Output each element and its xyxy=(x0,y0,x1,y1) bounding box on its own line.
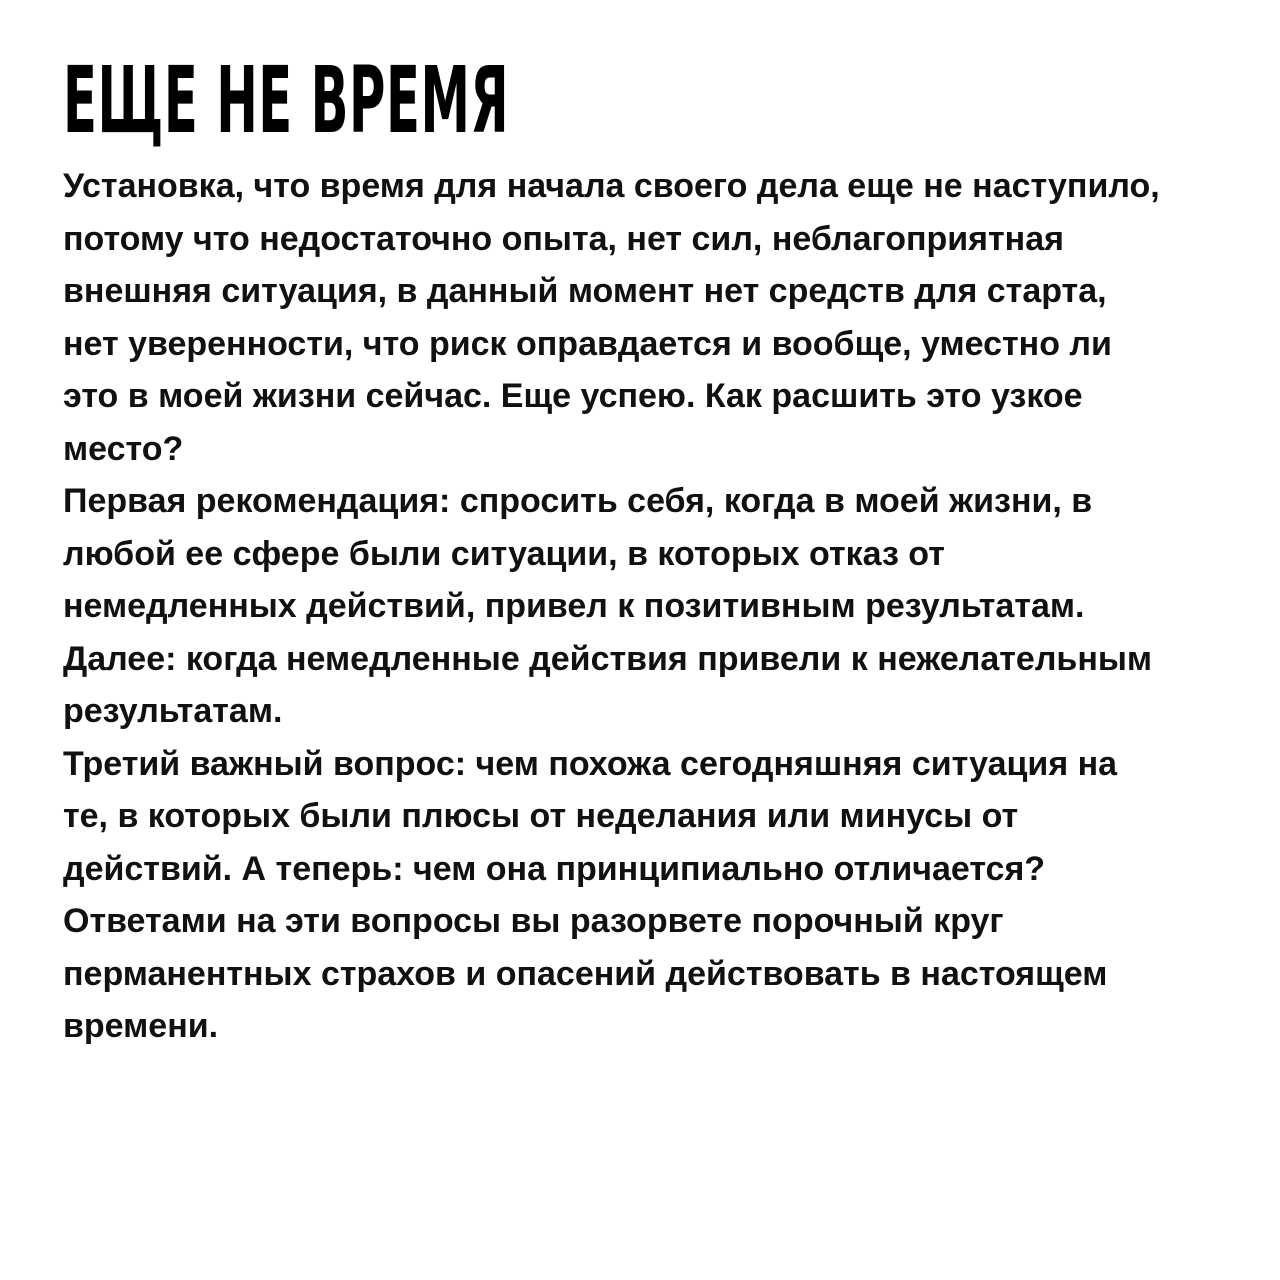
text-line: Первая рекомендация: спросить себя, когда в моей жизни, в xyxy=(63,482,1093,520)
text-line: это в моей жизни сейчас. Еще успею. Как расшить это узкое xyxy=(63,377,1083,415)
text-line: потому что недостаточно опыта, нет сил, неблагоприятная xyxy=(63,219,1064,258)
text-line: место? xyxy=(63,429,184,468)
text-line: Установка, что время для начала своего дела еще не наступило, xyxy=(63,167,1160,205)
text-line: немедленных действий, привел к позитивным результатам. xyxy=(63,587,1085,625)
text-line: времени. xyxy=(63,1007,219,1045)
text-line: нет уверенности, что риск оправдается и вообще, уместно ли xyxy=(63,324,1112,363)
body-text xyxy=(63,160,1263,1053)
text-line: те, в которых были плюсы от неделания или минусы от xyxy=(63,797,1019,835)
text-line: Ответами на эти вопросы вы разорвете порочный круг xyxy=(63,902,1004,940)
text-line: Третий важный вопрос: чем похожа сегодняшняя ситуация на xyxy=(63,744,1118,783)
text-line: результатам. xyxy=(63,692,283,730)
text-line: перманентных страхов и опасений действовать в настоящем xyxy=(63,954,1108,993)
text-line: внешняя ситуация, в данный момент нет средств для старта, xyxy=(63,272,1107,310)
text-line: Далее: когда немедленные действия привели к нежелательным xyxy=(63,639,1153,678)
page-title: ЕЩЕ НЕ ВРЕМЯ xyxy=(63,47,510,154)
text-line: действий. А теперь: чем она принципиально отличается? xyxy=(63,849,1046,888)
text-line: любой ее сфере были ситуации, в которых отказ от xyxy=(63,534,945,573)
